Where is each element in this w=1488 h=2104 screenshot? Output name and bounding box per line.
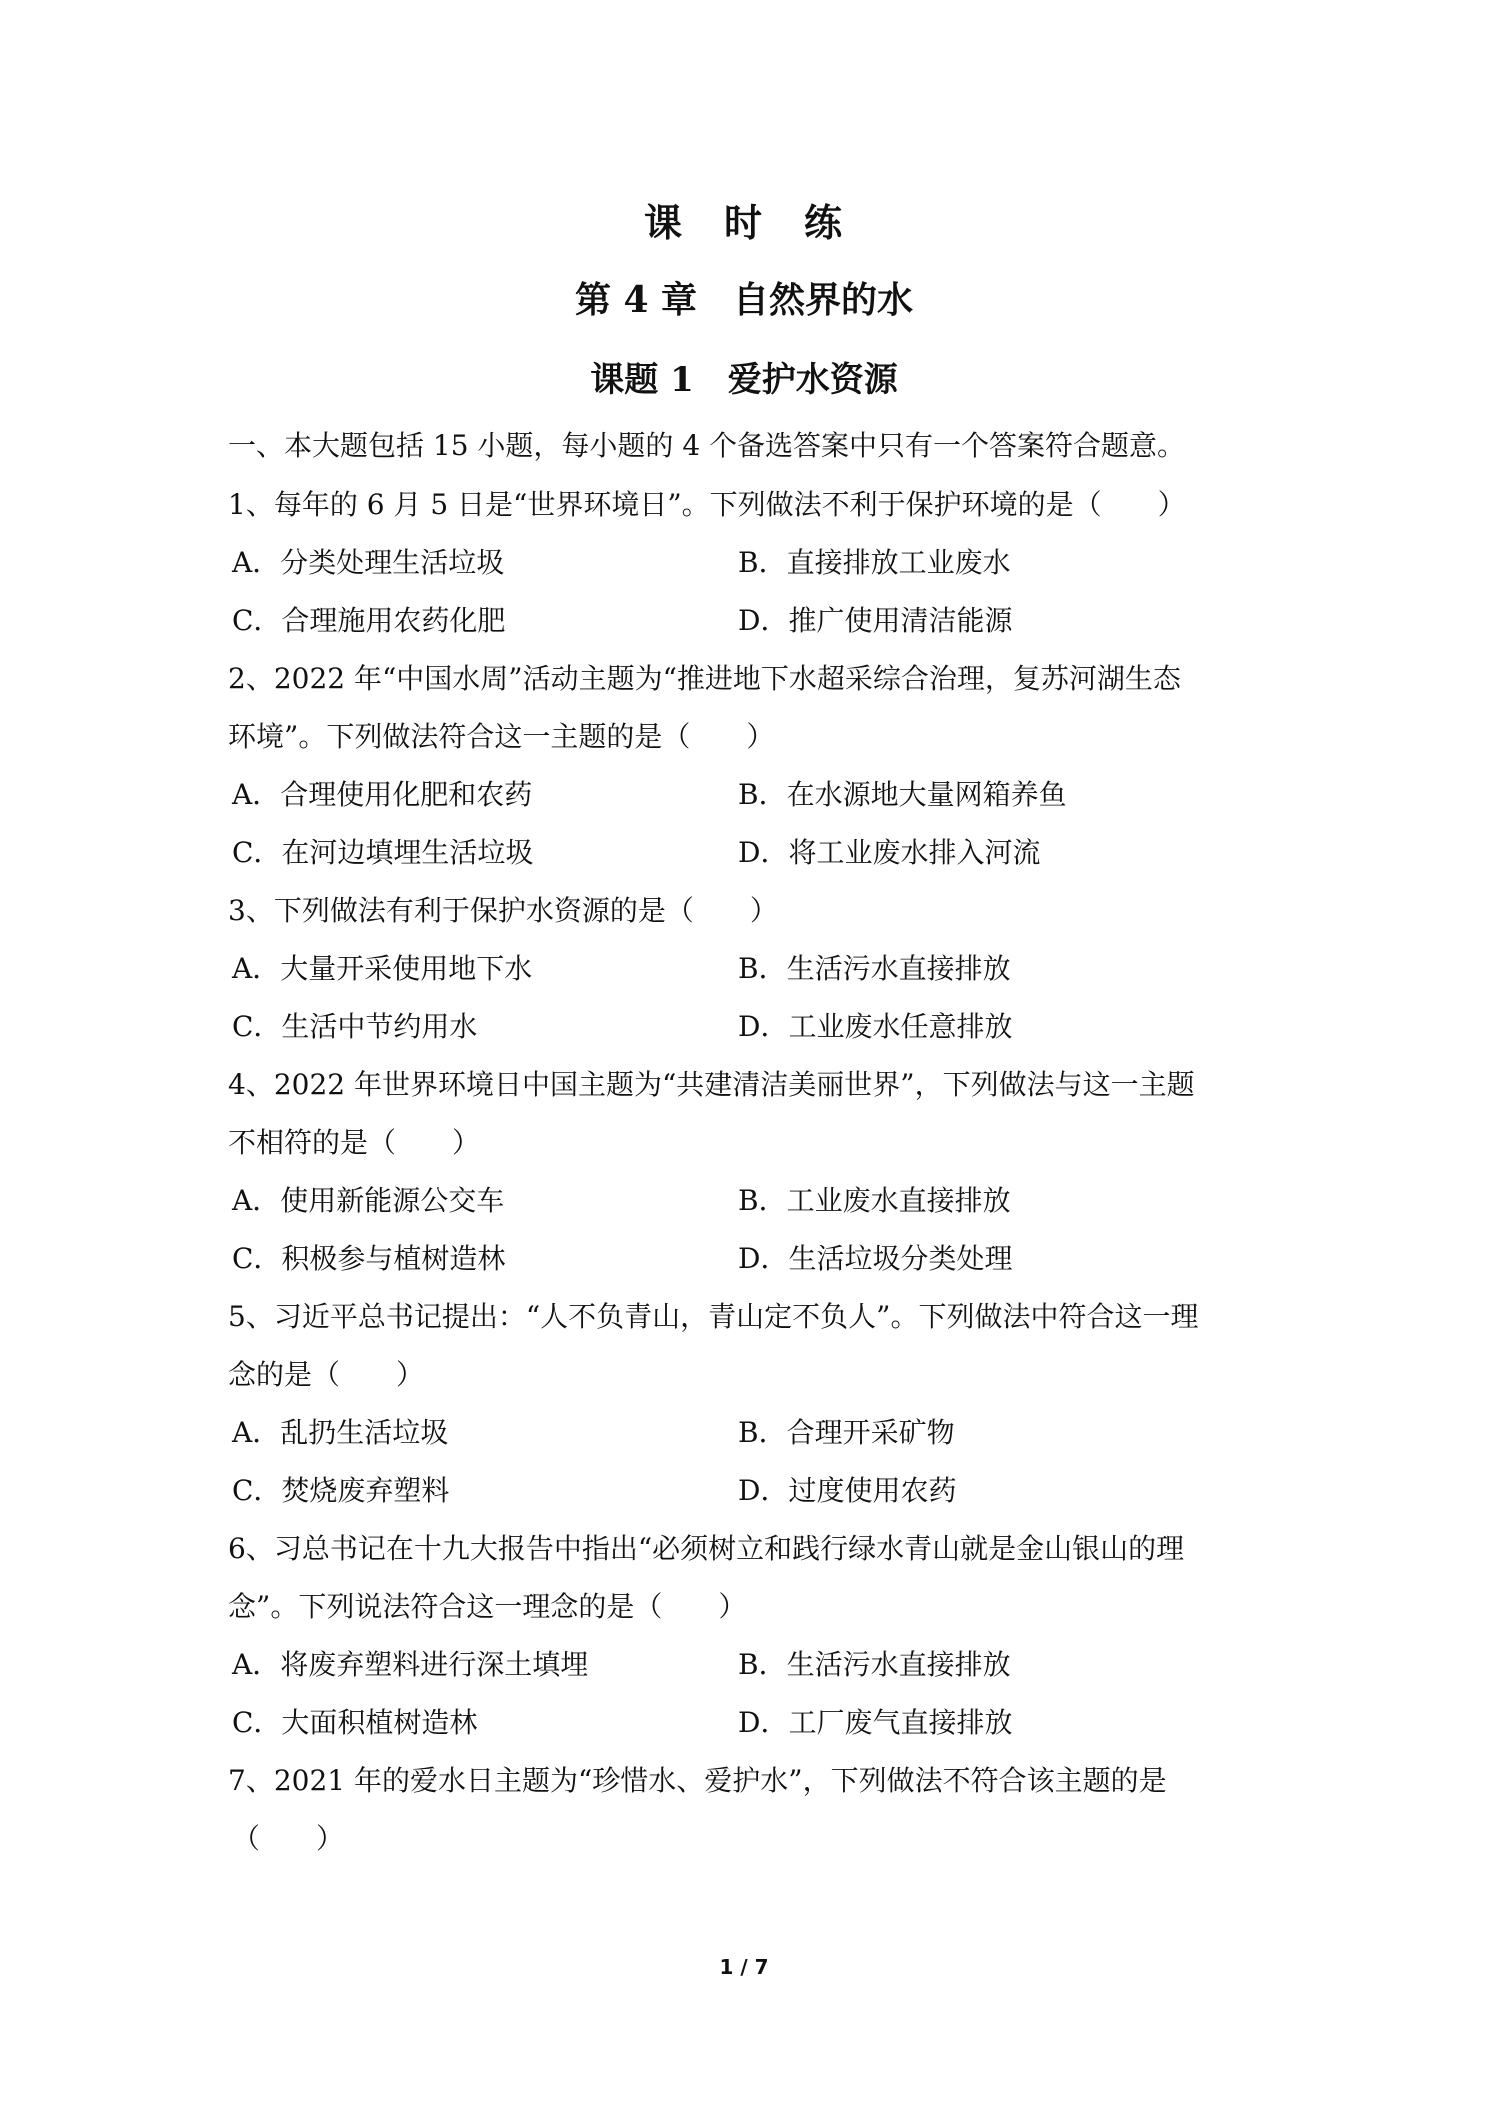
page-number: 1 / 7	[719, 1955, 769, 1979]
question-2-option-a: A．合理使用化肥和农药	[232, 778, 533, 811]
question-5-option-a: A．乱扔生活垃圾	[232, 1416, 449, 1449]
question-5-stem-line-1: 5、习近平总书记提出：“人不负青山，青山定不负人”。下列做法中符合这一理	[228, 1300, 1199, 1333]
question-5-stem-line-2: 念的是（ ）	[228, 1358, 425, 1391]
question-2-option-c: C．在河边填埋生活垃圾	[232, 836, 534, 869]
question-3-option-d: D．工业废水任意排放	[738, 1010, 1013, 1043]
question-6-option-c: C．大面积植树造林	[232, 1706, 478, 1739]
question-3-option-a: A．大量开采使用地下水	[232, 952, 533, 985]
question-2-option-d: D．将工业废水排入河流	[738, 836, 1041, 869]
question-6-stem-line-1: 6、习总书记在十九大报告中指出“必须树立和践行绿水青山就是金山银山的理	[228, 1532, 1185, 1565]
question-3-option-b: B．生活污水直接排放	[738, 952, 1011, 985]
question-4-option-d: D．生活垃圾分类处理	[738, 1242, 1013, 1275]
question-5-option-b: B．合理开采矿物	[738, 1416, 955, 1449]
question-7-stem-line-2: （ ）	[232, 1822, 345, 1855]
question-1-option-b: B．直接排放工业废水	[738, 546, 1011, 579]
question-6-stem-line-2: 念”。下列说法符合这一理念的是（ ）	[228, 1590, 747, 1623]
topic-title: 课题 1 爱护水资源	[590, 360, 898, 400]
question-6-option-b: B．生活污水直接排放	[738, 1648, 1011, 1681]
question-5-option-c: C．焚烧废弃塑料	[232, 1474, 450, 1507]
question-3-option-c: C．生活中节约用水	[232, 1010, 478, 1043]
question-4-stem-line-1: 4、2022 年世界环境日中国主题为“共建清洁美丽世界”，下列做法与这一主题	[228, 1068, 1195, 1101]
question-6-option-d: D．工厂废气直接排放	[738, 1706, 1013, 1739]
question-4-option-a: A．使用新能源公交车	[232, 1184, 505, 1217]
question-4-option-b: B．工业废水直接排放	[738, 1184, 1011, 1217]
question-2-stem-line-2: 环境”。下列做法符合这一主题的是（ ）	[228, 720, 775, 753]
question-7-stem-line-1: 7、2021 年的爱水日主题为“珍惜水、爱护水”，下列做法不符合该主题的是	[228, 1764, 1167, 1797]
question-2-option-b: B．在水源地大量网箱养鱼	[738, 778, 1067, 811]
question-1-option-a: A．分类处理生活垃圾	[232, 546, 505, 579]
section-instruction: 一、本大题包括 15 小题，每小题的 4 个备选答案中只有一个答案符合题意。	[228, 429, 1186, 462]
chapter-title: 第 4 章 自然界的水	[574, 279, 914, 321]
question-1-stem: 1、每年的 6 月 5 日是“世界环境日”。下列做法不利于保护环境的是（ ）	[228, 488, 1186, 521]
question-5-option-d: D．过度使用农药	[738, 1474, 957, 1507]
question-4-option-c: C．积极参与植树造林	[232, 1242, 506, 1275]
question-4-stem-line-2: 不相符的是（ ）	[228, 1126, 481, 1159]
question-1-option-c: C．合理施用农药化肥	[232, 604, 506, 637]
page-title: 课 时 练	[643, 200, 844, 245]
question-2-stem-line-1: 2、2022 年“中国水周”活动主题为“推进地下水超采综合治理，复苏河湖生态	[228, 662, 1181, 695]
question-6-option-a: A．将废弃塑料进行深土填埋	[232, 1648, 589, 1681]
question-3-stem: 3、下列做法有利于保护水资源的是（ ）	[228, 894, 778, 927]
question-1-option-d: D．推广使用清洁能源	[738, 604, 1013, 637]
